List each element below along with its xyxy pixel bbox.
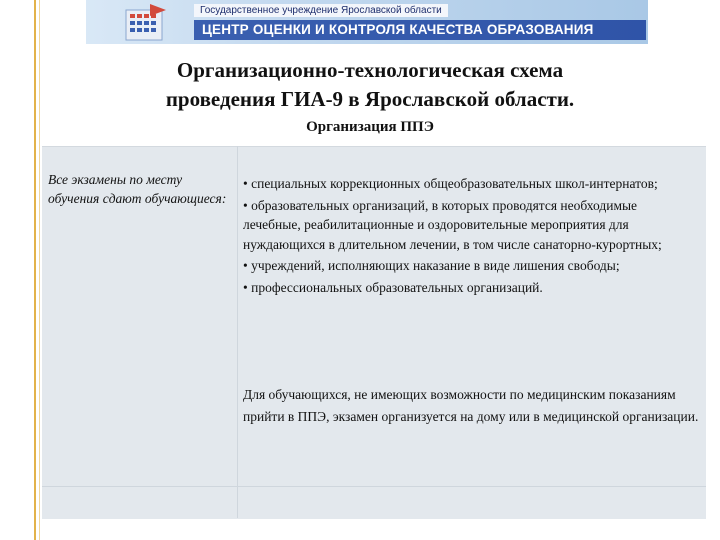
building-logo-icon: [120, 0, 172, 44]
faint-text-remnant: [250, 480, 420, 486]
left-accent-rule: [34, 0, 36, 540]
banner-title: ЦЕНТР ОЦЕНКИ И КОНТРОЛЯ КАЧЕСТВА ОБРАЗОВАНИЯ: [194, 20, 646, 40]
slide-title-line-1: Организационно-технологическая схема: [176, 58, 564, 82]
list-item: • учреждений, исполняющих наказание в виде лишения свободы;: [243, 258, 620, 273]
home-exam-note: Для обучающихся, не имеющих возможности по медицинским показаниям прийти в ППЭ, экзамен организуется на дому или в медицинской организации.: [243, 387, 699, 424]
slide-title: [40, 56, 700, 114]
list-item: • специальных коррекционных общеобразовательных школ-интернатов;: [243, 176, 658, 191]
card-row-divider: [42, 486, 706, 487]
institution-list: [243, 174, 693, 299]
card-column-divider: [237, 146, 238, 518]
slide-subtitle: Организация ППЭ: [306, 119, 434, 135]
slide-title-line-2: проведения ГИА-9 в Ярославской области.: [165, 87, 575, 111]
org-name: Государственное учреждение Ярославской области: [194, 4, 448, 17]
left-cell-text: Все экзамены по месту обучения сдают обучающиеся:: [48, 172, 227, 206]
list-item: • профессиональных образовательных организаций.: [243, 279, 543, 295]
header-banner: [86, 0, 648, 44]
list-item: • образовательных организаций, в которых проводятся необходимые лечебные, реабилитационные и оздоровительные мероприятия для нуждающихся в длительном лечении, в том числе санаторно-курортных;: [243, 197, 662, 252]
